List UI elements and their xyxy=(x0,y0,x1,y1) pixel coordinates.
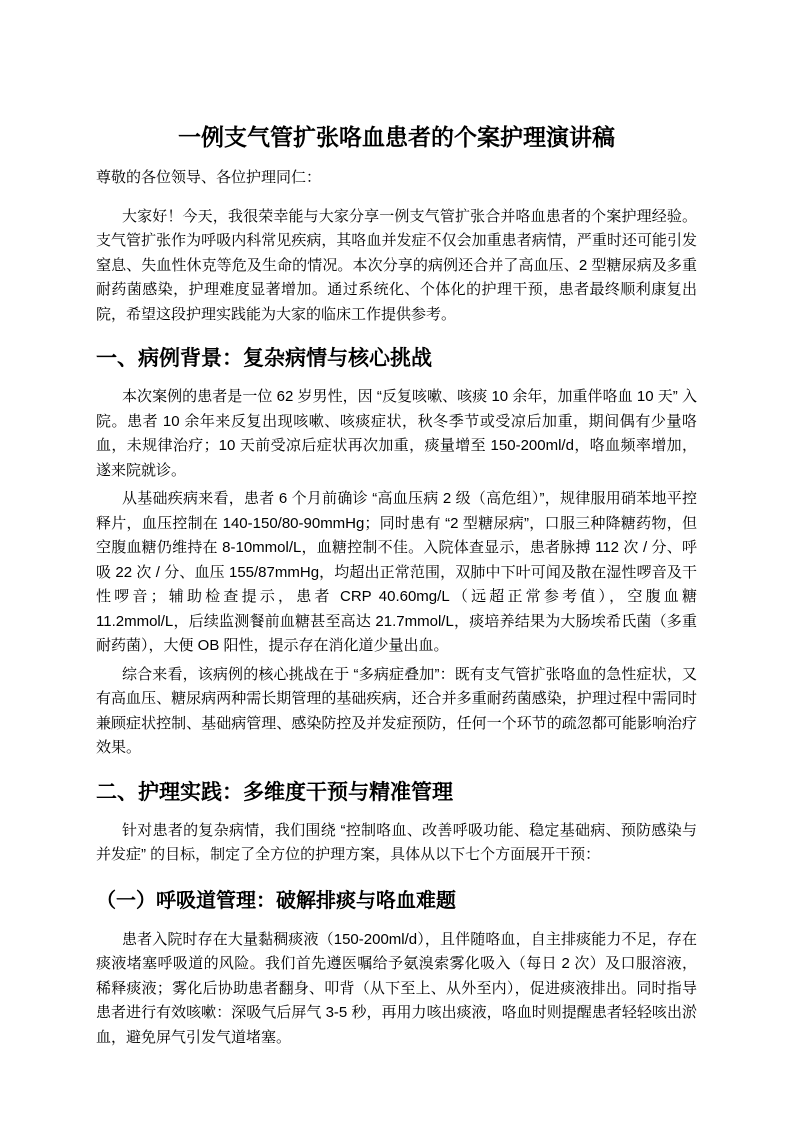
intro-paragraph: 大家好！今天，我很荣幸能与大家分享一例支气管扩张合并咯血患者的个案护理经验。支气管扩张作为呼吸内科常见疾病，其咯血并发症不仅会加重患者病情，严重时还可能引发窒息、失血性休克等危及生命的情况。本次分享的病例还合并了高血压、2 型糖尿病及多重耐药菌感染，护理难度显著增加。通过系统化、个体化的护理干预，患者最终顺利康复出院，希望这段护理实践能为大家的临床工作提供参考。 xyxy=(96,207,697,323)
subsection-heading-1: （一）呼吸道管理：破解排痰与咯血难题 xyxy=(96,889,456,912)
section1-paragraph-2: 从基础疾病来看，患者 6 个月前确诊 “高血压病 2 级（高危组）”，规律服用硝苯地平控释片，血压控制在 140-150/80-90mmHg；同时患有 “2 型糖尿病”，口服三种降糖药物，但空腹血糖仍维持在 8-10mmol/L，血糖控制不佳。入院体查显示，患者脉搏 112 次 / 分、呼吸 22 次 / 分、血压 155/87mmHg，均超出正常范围，双肺中下叶可闻及散在湿性啰音及干性啰音；辅助检查提示，患者 CRP 40.60mg/L（远超正常参考值），空腹血糖 11.2mmol/L，后续监测餐前血糖甚至高达 21.7mmol/L，痰培养结果为大肠埃希氏菌（多重耐药菌），大便 OB 阳性，提示存在消化道少量出血。 xyxy=(96,490,697,654)
subsection1-paragraph-1: 患者入院时存在大量黏稠痰液（150-200ml/d），且伴随咯血，自主排痰能力不足，存在痰液堵塞呼吸道的风险。我们首先遵医嘱给予氨溴索雾化吸入（每日 2 次）及口服溶液，稀释痰液；雾化后协助患者翻身、叩背（从下至上、从外至内），促进痰液排出。同时指导患者进行有效咳嗽：深吸气后屏气 3-5 秒，再用力咳出痰液，咯血时则提醒患者轻轻咳出淤血，避免屏气引发气道堵塞。 xyxy=(96,930,697,1046)
section-heading-1: 一、病例背景：复杂病情与核心挑战 xyxy=(96,347,432,370)
section1-paragraph-1: 本次案例的患者是一位 62 岁男性，因 “反复咳嗽、咳痰 10 余年，加重伴咯血 10 天” 入院。患者 10 余年来反复出现咳嗽、咳痰症状，秋冬季节或受凉后加重，期间偶有少量咯血，未规律治疗；10 天前受凉后症状再次加重，痰量增至 150-200ml/d，咯血频率增加，遂来院就诊。 xyxy=(96,388,697,479)
section-heading-2: 二、护理实践：多维度干预与精准管理 xyxy=(96,780,453,804)
document-title: 一例支气管扩张咯血患者的个案护理演讲稿 xyxy=(178,124,615,150)
greeting-line: 尊敬的各位领导、各位护理同仁： xyxy=(96,169,322,186)
section1-paragraph-3: 综合来看，该病例的核心挑战在于 “多病症叠加”：既有支气管扩张咯血的急性症状，又有高血压、糖尿病两种需长期管理的基础疾病，还合并多重耐药菌感染，护理过程中需同时兼顾症状控制、基础病管理、感染防控及并发症预防，任何一个环节的疏忽都可能影响治疗效果。 xyxy=(96,665,697,756)
section2-paragraph-1: 针对患者的复杂病情，我们围绕 “控制咯血、改善呼吸功能、稳定基础病、预防感染与并发症” 的目标，制定了全方位的护理方案，具体从以下七个方面展开干预： xyxy=(96,821,697,863)
